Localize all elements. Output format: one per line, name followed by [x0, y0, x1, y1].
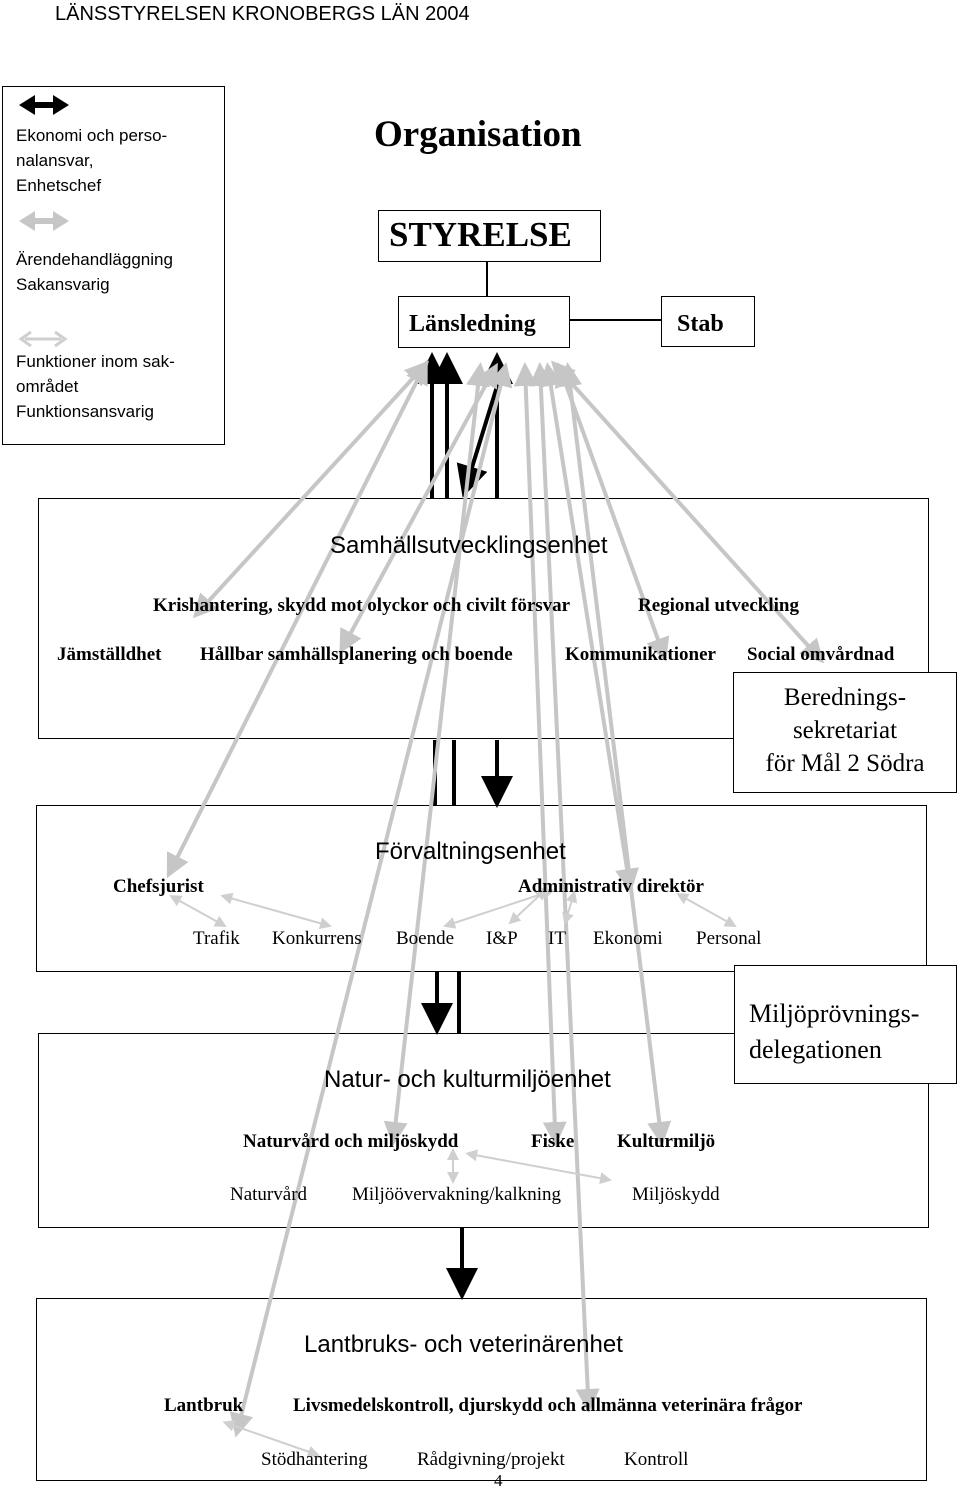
lantbruk-group-lantbruk: Lantbruk: [164, 1395, 244, 1416]
lansledning-label: Länsledning: [409, 311, 536, 337]
page-number: 4: [494, 1471, 503, 1490]
samhall-row1-item-krishantering: Krishantering, skydd mot olyckor och civilt försvar: [153, 595, 571, 616]
chefsjurist-label: Chefsjurist: [113, 876, 204, 897]
bered-box: [733, 672, 957, 793]
stab-box: [661, 296, 755, 347]
forvaltning-item-personal: Personal: [696, 928, 762, 949]
samhall-row2-item-jamstalldhet: Jämställdhet: [57, 644, 162, 665]
forvaltning-item-ip: I&P: [486, 928, 518, 949]
forvaltning-title: Förvaltningsenhet: [375, 838, 566, 865]
page-title: Organisation: [374, 114, 582, 155]
lantbruk-item-radgivning: Rådgivning/projekt: [417, 1449, 565, 1470]
samhall-title: Samhällsutvecklingsenhet: [330, 532, 608, 559]
forvaltning-item-it: IT: [548, 928, 566, 949]
natur-item-miljoskydd: Miljöskydd: [632, 1184, 720, 1205]
lantbruk-item-stodhantering: Stödhantering: [261, 1449, 368, 1470]
samhall-row2-item-kommunikationer: Kommunikationer: [565, 644, 716, 665]
forvaltning-item-ekonomi: Ekonomi: [593, 928, 663, 949]
legend-label-economy: Ekonomi och perso- nalansvar, Enhetschef: [16, 126, 168, 195]
miljoprov-box: [734, 965, 957, 1084]
legend-label-functions: Funktioner inom sak- området Funktionsansvarig: [16, 352, 175, 421]
lantbruk-title: Lantbruks- och veterinärenhet: [304, 1331, 623, 1358]
styrelse-label: STYRELSE: [389, 215, 572, 254]
page-header: LÄNSSTYRELSEN KRONOBERGS LÄN 2004: [55, 3, 470, 25]
forvaltning-item-konkurrens: Konkurrens: [272, 928, 362, 949]
function-arrows: [178, 893, 735, 1455]
gray-arrows: [175, 365, 812, 1420]
forvaltning-item-boende: Boende: [396, 928, 455, 949]
bered-label: Berednings- sekretariat för Mål 2 Södra: [765, 684, 925, 777]
natur-item-naturvard: Naturvård: [230, 1184, 308, 1205]
natur-item-miljoovervakning: Miljöövervakning/kalkning: [352, 1184, 561, 1205]
forvaltning-item-trafik: Trafik: [193, 928, 240, 949]
samhall-row2-item-social: Social omvårdnad: [747, 644, 895, 665]
lansledning-box: [398, 296, 570, 348]
stab-label: Stab: [677, 311, 724, 337]
legend-label-casework: Ärendehandläggning Sakansvarig: [16, 250, 173, 294]
samhall-row2-item-hallbar: Hållbar samhällsplanering och boende: [200, 644, 513, 665]
lantbruk-group-livsmedel: Livsmedelskontroll, djurskydd och allmänna veterinära frågor: [293, 1395, 803, 1416]
lantbruk-item-kontroll: Kontroll: [624, 1449, 689, 1470]
natur-title: Natur- och kulturmiljöenhet: [324, 1066, 611, 1093]
natur-group-fiske: Fiske: [531, 1131, 575, 1152]
admin-director-label: Administrativ direktör: [518, 876, 704, 897]
samhall-row1-item-regional: Regional utveckling: [638, 595, 799, 616]
natur-group-naturvard: Naturvård och miljöskydd: [243, 1131, 459, 1152]
natur-group-kulturmiljo: Kulturmiljö: [617, 1131, 716, 1152]
miljoprov-label: Miljöprövnings- delegationen: [749, 999, 920, 1064]
